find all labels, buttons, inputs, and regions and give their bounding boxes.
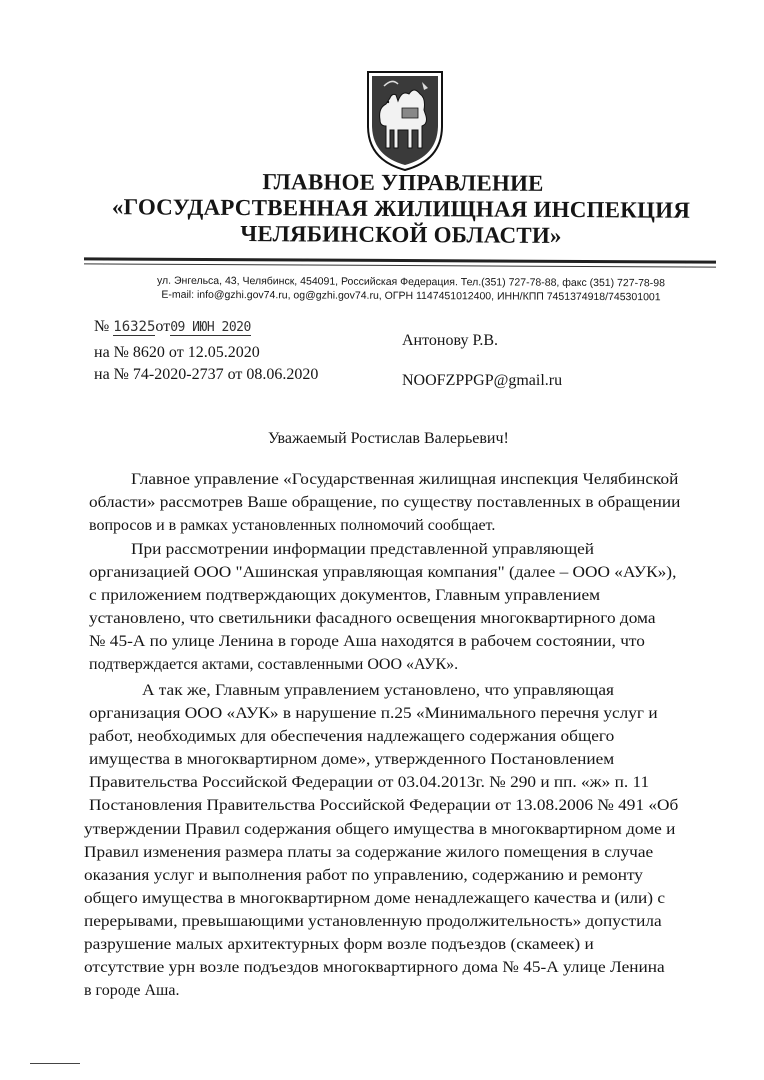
body-line: Правил изменения размера платы за содержание жилого помещения в случае xyxy=(84,844,654,861)
body-line: установлено, что светильники фасадного освещения многоквартирного дома xyxy=(89,610,656,627)
body-line: № 45-А по улице Ленина в городе Аша находятся в рабочем состоянии, что xyxy=(89,633,645,650)
handwritten-number: 16325 xyxy=(113,319,156,335)
body-line: области» рассмотрев Ваше обращение, по существу поставленных в обращении xyxy=(89,494,681,511)
body-line: Правительства Российской Федерации от 03.04.2013г. № 290 и пп. «ж» п. 11 xyxy=(89,774,650,791)
in-reply-to-1: на № 8620 от 12.05.2020 xyxy=(94,344,260,361)
body-line: организация ООО «АУК» в нарушение п.25 «Минимального перечня услуг и xyxy=(89,705,658,722)
body-line: вопросов и в рамках установленных полномочий сообщает. xyxy=(89,517,496,534)
date-label: от xyxy=(155,318,171,335)
in-reply-to-2: на № 74-2020-2737 от 08.06.2020 xyxy=(94,366,319,383)
agency-contacts: E-mail: info@gzhi.gov74.ru, og@gzhi.gov74.ru, ОГРН 1147451012400, ИНН/КПП 7451374918/745301001 xyxy=(161,288,661,304)
body-line: отсутствие урн возле подъездов многоквартирного дома № 45-А улице Ленина xyxy=(84,959,665,976)
coat-of-arms-emblem xyxy=(362,68,448,172)
recipient-email: NOOFZPPGP@gmail.ru xyxy=(402,372,563,389)
header-divider-thin xyxy=(84,263,716,267)
agency-title-line1: ГЛАВНОЕ УПРАВЛЕНИЕ xyxy=(262,169,544,196)
body-line: имущества в многоквартирном доме», утвержденного Постановлением xyxy=(89,751,615,768)
agency-address: ул. Энгельса, 43, Челябинск, 454091, Российская Федерация. Тел.(351) 727-78-88, факс (351) 727-78-98 xyxy=(157,274,665,290)
body-line: в городе Аша. xyxy=(84,982,180,999)
agency-title-line3: ЧЕЛЯБИНСКОЙ ОБЛАСТИ» xyxy=(240,221,562,248)
body-line: подтверждается актами, составленными ООО «АУК». xyxy=(89,656,459,673)
date-stamp: 09 ИЮН 2020 xyxy=(170,320,251,335)
number-label: № xyxy=(94,318,110,335)
body-line: работ, необходимых для обеспечения надлежащего содержания общего xyxy=(89,728,615,745)
recipient-name: Антонову Р.В. xyxy=(402,332,499,349)
agency-title-line2: «ГОСУДАРСТВЕННАЯ ЖИЛИЩНАЯ ИНСПЕКЦИЯ xyxy=(111,194,691,223)
body-line: разрушение малых архитектурных форм возле подъездов (скамеек) и xyxy=(84,936,594,953)
footer-rule xyxy=(30,1063,80,1064)
body-line: общего имущества в многоквартирном доме ненадлежащего качества и (или) с xyxy=(84,890,666,907)
body-line: Постановления Правительства Российской Федерации от 13.08.2006 № 491 «Об xyxy=(89,797,679,814)
salutation: Уважаемый Ростислав Валерьевич! xyxy=(268,430,509,447)
body-line: перерывами, превышающими установленную продолжительность» допустила xyxy=(84,913,662,930)
body-line: утверждении Правил содержания общего имущества в многоквартирном доме и xyxy=(84,821,676,838)
body-line: При рассмотрении информации представленной управляющей xyxy=(131,541,595,558)
header-divider-thick xyxy=(84,257,716,263)
outgoing-number xyxy=(94,318,251,336)
body-line: организацией ООО "Ашинская управляющая компания" (далее – ООО «АУК»), xyxy=(89,564,677,581)
body-line: Главное управление «Государственная жилищная инспекция Челябинской xyxy=(131,471,679,488)
body-line: А так же, Главным управлением установлено, что управляющая xyxy=(142,682,614,699)
body-line: с приложением подтверждающих документов, Главным управлением xyxy=(89,587,601,604)
body-line: оказания услуг и выполнения работ по управлению, содержанию и ремонту xyxy=(84,867,643,884)
